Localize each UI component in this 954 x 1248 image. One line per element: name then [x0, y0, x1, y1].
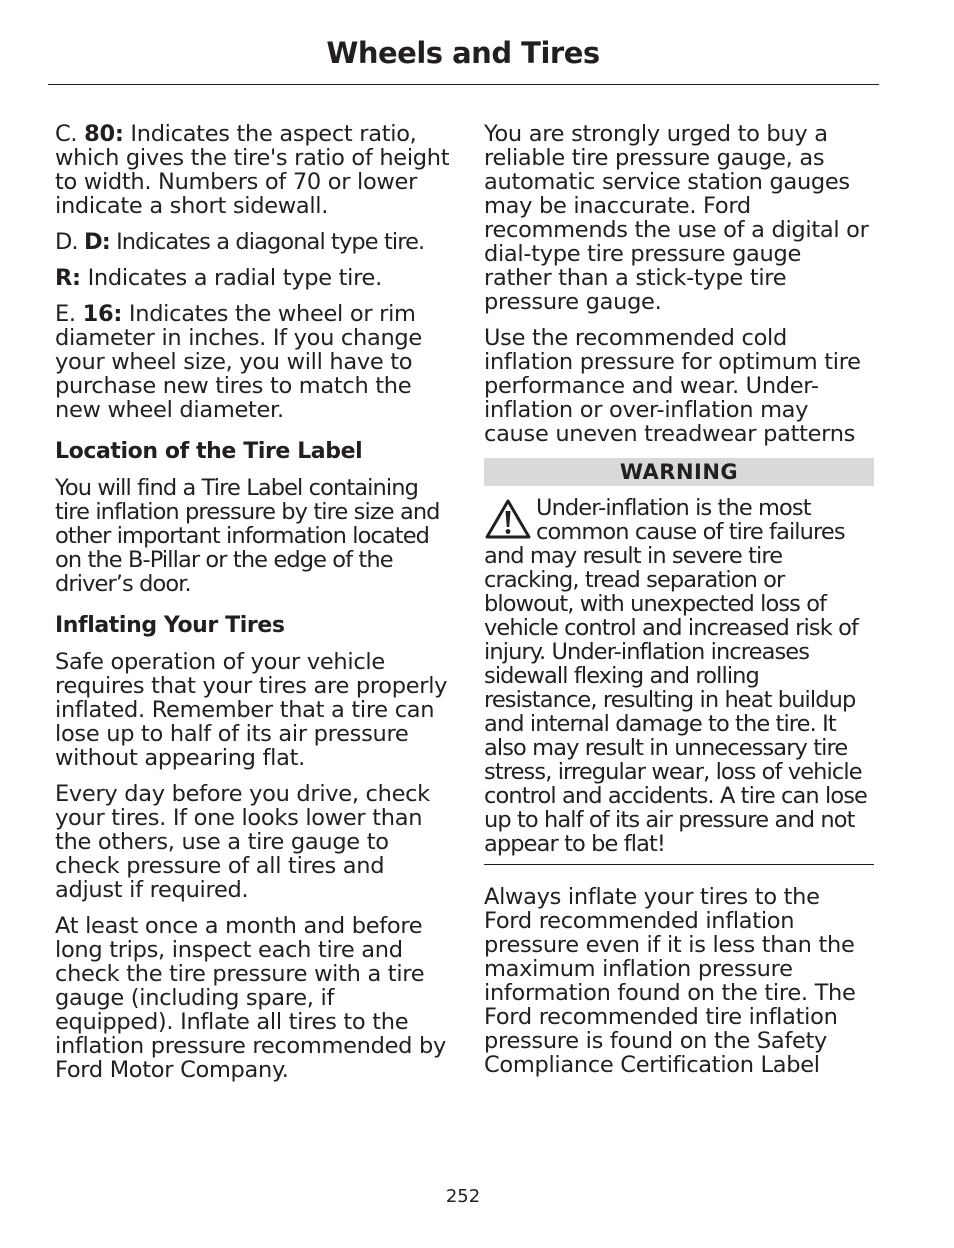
paragraph-cold-inflation: Use the recommended cold inflation pressure for optimum tire performance and wear. Under-inflation or over-inflation may cause uneven treadwear patterns: [484, 325, 861, 447]
paragraph-location: You will find a Tire Label containing tire inflation pressure by tire size and other important information located on the B-Pillar or the edge of the driver’s door.: [55, 475, 440, 597]
item-text: Indicates the wheel or rim diameter in inches. If you change your wheel size, you will have to purchase new tires to match the new wheel diameter.: [55, 301, 422, 423]
item-text: Indicates the aspect ratio, which gives the tire's ratio of height to width. Numbers of 70 or lower indicate a short sidewall.: [55, 121, 450, 219]
item-prefix: D.: [55, 229, 84, 255]
item-code: 80:: [84, 121, 124, 147]
warning-divider: [484, 864, 874, 865]
paragraph-e: [55, 302, 450, 422]
paragraph-r: [55, 266, 450, 290]
paragraph-d: [55, 230, 450, 254]
item-text: Indicates a diagonal type tire.: [109, 229, 425, 255]
section-heading-inflating: Inflating Your Tires: [55, 613, 285, 638]
paragraph-gauge: You are strongly urged to buy a reliable tire pressure gauge, as automatic service station gauges may be inaccurate. Ford recommends the use of a digital or dial-type tire pressure gauge rather than a stick-type tire pressure gauge.: [484, 121, 869, 315]
item-prefix: E.: [55, 301, 83, 327]
warning-header: WARNING: [484, 458, 874, 486]
warning-text: Under-inflation is the most common cause of tire failures and may result in severe tire cracking, tread separation or blowout, with unexpected loss of vehicle control and increased risk of injury. Under-inflation increases sidewall flexing and rolling resistance, resulting in heat buildup and internal damage to the tire. It also may result in unnecessary tire stress, irregular wear, loss of vehicle control and accidents. A tire can lose up to half of its air pressure and not appear to be flat!: [484, 495, 867, 857]
paragraph-inflating-3: At least once a month and before long trips, inspect each tire and check the tire pressure with a tire gauge (including spare, if equipped). Inflate all tires to the inflation pressure recommended by Ford Motor Company.: [55, 913, 446, 1083]
left-column: [55, 122, 450, 1094]
section-heading-location: Location of the Tire Label: [55, 439, 363, 464]
item-code: D:: [83, 229, 110, 255]
warning-triangle-icon: [484, 498, 532, 540]
item-text: Indicates a radial type tire.: [80, 265, 382, 291]
item-code: R:: [55, 265, 81, 291]
item-code: 16:: [82, 301, 123, 327]
page-number: 252: [445, 1186, 481, 1207]
item-prefix: C.: [55, 121, 85, 147]
paragraph-inflating-2: Every day before you drive, check your tires. If one looks lower than the others, use a tire gauge to check pressure of all tires and adjust if required.: [55, 781, 430, 903]
warning-box: [484, 496, 874, 856]
paragraph-c: [55, 122, 450, 218]
title-divider: [48, 84, 879, 85]
page-title: Wheels and Tires: [326, 36, 600, 70]
paragraph-always-inflate: Always inflate your tires to the Ford recommended inflation pressure even if it is less than the maximum inflation pressure information found on the tire. The Ford recommended tire inflation pressure is found on the Safety Compliance Certification Label: [484, 884, 856, 1078]
paragraph-inflating-1: Safe operation of your vehicle requires that your tires are properly inflated. Remember that a tire can lose up to half of its air pressure without appearing flat.: [55, 649, 448, 771]
right-column: [484, 122, 874, 1089]
